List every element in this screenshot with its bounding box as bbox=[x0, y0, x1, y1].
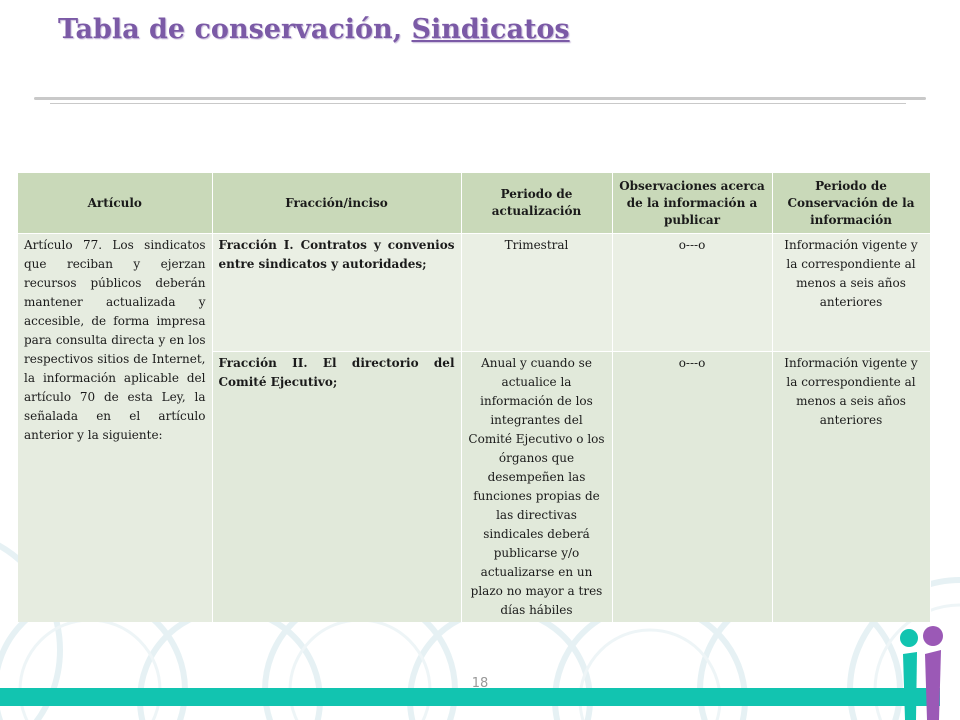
conservation-table bbox=[18, 173, 931, 622]
table-header-row bbox=[18, 173, 930, 234]
header-articulo: Artículo bbox=[18, 173, 212, 234]
page-number: 18 bbox=[471, 676, 489, 691]
page-title bbox=[58, 14, 570, 45]
observaciones-cell: o---o bbox=[612, 234, 772, 352]
fraccion-cell: Fracción II. El directorio del Comité Ejecutivo; bbox=[212, 352, 461, 623]
header-periodo: Periodo de actualización bbox=[461, 173, 612, 234]
header-conservacion: Periodo de Conservación de la información bbox=[772, 173, 930, 234]
periodo-cell: Anual y cuando se actualice la información de los integrantes del Comité Ejecutivo o los órganos que desempeñen las funciones propias de las directivas sindicales deberá publicarse y/o actualizarse en un plazo no mayor a tres días hábiles bbox=[461, 352, 612, 623]
title-divider bbox=[34, 97, 926, 100]
fraccion-cell: Fracción I. Contratos y convenios entre sindicatos y autoridades; bbox=[212, 234, 461, 352]
article-cell: Artículo 77. Los sindicatos que reciban y ejerzan recursos públicos deberán mantener actualizada y accesible, de forma impresa para consulta directa y en los respectivos sitios de Internet, la información aplicable del artículo 70 de esta Ley, la señalada en el artículo anterior y la siguiente: bbox=[18, 234, 212, 623]
observaciones-cell: o---o bbox=[612, 352, 772, 623]
title-text: Tabla de conservación, bbox=[58, 14, 412, 45]
conservacion-cell: Información vigente y la correspondiente al menos a seis años anteriores bbox=[772, 352, 930, 623]
title-divider-thin bbox=[50, 103, 906, 104]
header-observaciones: Observaciones acerca de la información a publicar bbox=[612, 173, 772, 234]
institution-logo bbox=[895, 620, 955, 720]
title-sindicatos-link[interactable]: Sindicatos bbox=[411, 14, 570, 45]
header-fraccion: Fracción/inciso bbox=[212, 173, 461, 234]
periodo-cell: Trimestral bbox=[461, 234, 612, 352]
conservacion-cell: Información vigente y la correspondiente al menos a seis años anteriores bbox=[772, 234, 930, 352]
table-row bbox=[18, 234, 930, 352]
